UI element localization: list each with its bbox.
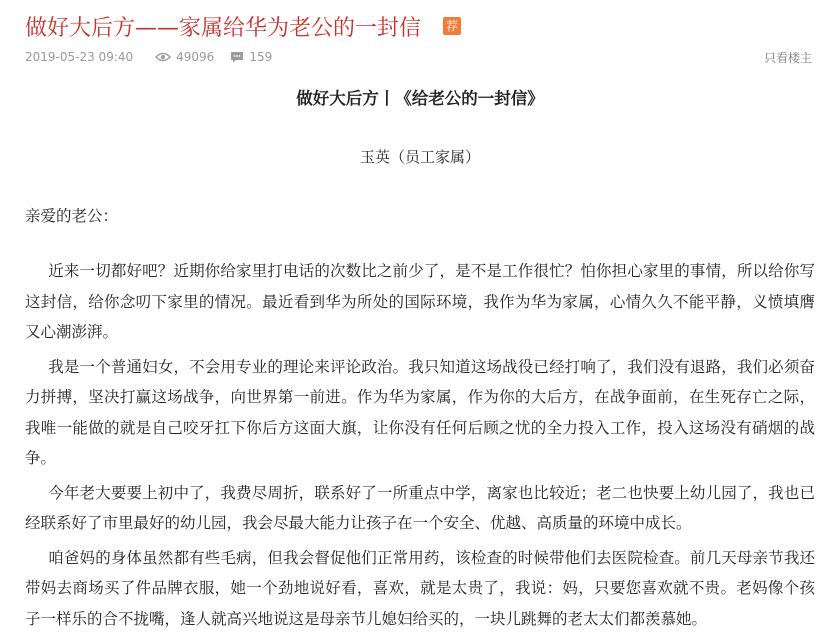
only-author-link[interactable]: 只看楼主 xyxy=(763,51,812,65)
post-meta xyxy=(25,48,272,66)
paragraph: 近来一切都好吧？近期你给家里打电话的次数比之前少了，是不是工作很忙？怕你担心家里的事情，所以给你写这封信，给你念叨下家里的情况。最近看到华为所处的国际环境，我作为华为家属，心情久久不能平静，义愤填膺又心潮澎湃。 xyxy=(25,262,815,341)
title-row xyxy=(25,10,461,42)
article-body xyxy=(25,256,815,638)
paragraph: 咱爸妈的身体虽然都有些毛病，但我会督促他们正常用药，该检查的时候带他们去医院检查。前几天母亲节我还带妈去商场买了件品牌衣服，她一个劲地说好看，喜欢，就是太贵了，我说：妈，只要您喜欢就不贵。老妈像个孩子一样乐的合不拢嘴，逢人就高兴地说这是母亲节儿媳妇给买的，一块儿跳舞的老太太们都羡慕她。 xyxy=(25,548,815,628)
views-count-item xyxy=(155,50,214,64)
eye-icon xyxy=(155,52,171,62)
article-heading: 做好大后方丨《给老公的一封信》 xyxy=(296,89,544,108)
post-date: 2019-05-23 09:40 xyxy=(25,50,134,64)
views-count: 49096 xyxy=(176,50,215,64)
article-author: 玉英（员工家属） xyxy=(359,148,480,166)
recommended-badge: 荐 xyxy=(443,17,461,35)
comments-count: 159 xyxy=(249,50,273,64)
post-title: 做好大后方——家属给华为老公的一封信 xyxy=(25,15,422,41)
paragraph: 今年老大要要上初中了，我费尽周折，联系好了一所重点中学，离家也比较近；老二也快要上幼儿园了，我也已经联系好了市里最好的幼儿园，我会尽最大能力让孩子在一个安全、优越、高质量的环境中成长。 xyxy=(25,483,815,532)
comment-icon xyxy=(230,51,244,63)
salutation: 亲爱的老公： xyxy=(25,207,119,225)
post-header xyxy=(0,0,838,74)
comments-count-item xyxy=(230,50,272,64)
paragraph: 我是一个普通妇女，不会用专业的理论来评论政治。我只知道这场战役已经打响了，我们没有退路，我们必须奋力拼搏，坚决打赢这场战争，向世界第一前进。作为华为家属，作为你的大后方，在战争面前，在生死存亡之际，我唯一能做的就是自己咬牙扛下你后方这面大旗，让你没有任何后顾之忧的全力投入工作，投入这场没有硝烟的战争。 xyxy=(25,357,815,467)
